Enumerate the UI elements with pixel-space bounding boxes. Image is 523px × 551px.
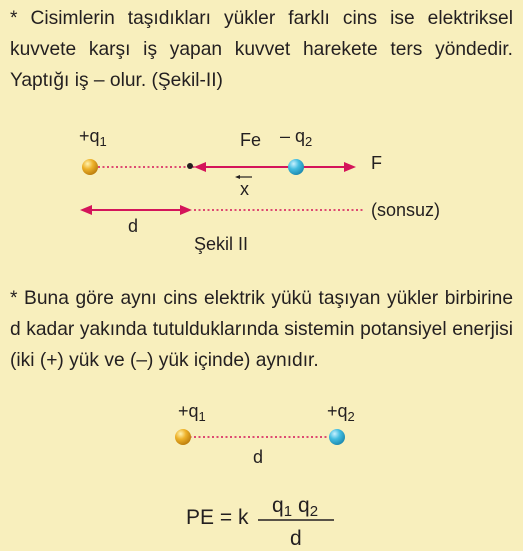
formula-denominator: d (290, 527, 302, 550)
paragraph-1: * Cisimlerin taşıdıkları yükler farklı cins ise elektriksel kuvvete karşı iş yapan kuvvet harekete ters yöndedir. Yaptığı iş – olur. (Şekil-II) (10, 8, 513, 91)
x-label: x (240, 179, 249, 199)
charge-q2-sphere (329, 429, 345, 445)
charge-1-label: $+q_1$ (79, 126, 107, 149)
force-f-label: F (371, 153, 382, 173)
potential-energy-formula (186, 494, 334, 550)
charge-q2-sphere (288, 159, 304, 175)
fe-arrow-head (194, 162, 206, 172)
figure-caption: Şekil II (194, 234, 249, 254)
paragraph-2: * Buna göre aynı cins elektrik yükü taşıyan yükler birbirine d kadar yakında tutulduklarında sistemin potansiyel enerjisi (iki (+) yük ve (–) yük içinde) aynıdır. (10, 288, 513, 371)
charge-2-label: $+q_2$ (327, 401, 355, 424)
force-fe-label: Fe (240, 130, 262, 150)
point-dot (187, 163, 193, 169)
charge-1-label: $+q_1$ (178, 401, 206, 424)
figure-sekil-2 (79, 126, 440, 254)
charge-q1-sphere (175, 429, 191, 445)
formula-lhs: PE = k (186, 506, 249, 529)
d-label: d (128, 216, 139, 236)
d-label: d (253, 447, 264, 467)
f-arrow-head (344, 162, 356, 172)
d-arrow-left-head (80, 205, 92, 215)
charge-q1-sphere (82, 159, 98, 175)
d-arrow-right-head (180, 205, 192, 215)
sonsuz-label: (sonsuz) (371, 200, 441, 220)
figure-same-charges (175, 401, 355, 467)
formula-numerator: q1 q2 (272, 494, 319, 520)
charge-2-label: – $q_2$ (280, 126, 313, 149)
